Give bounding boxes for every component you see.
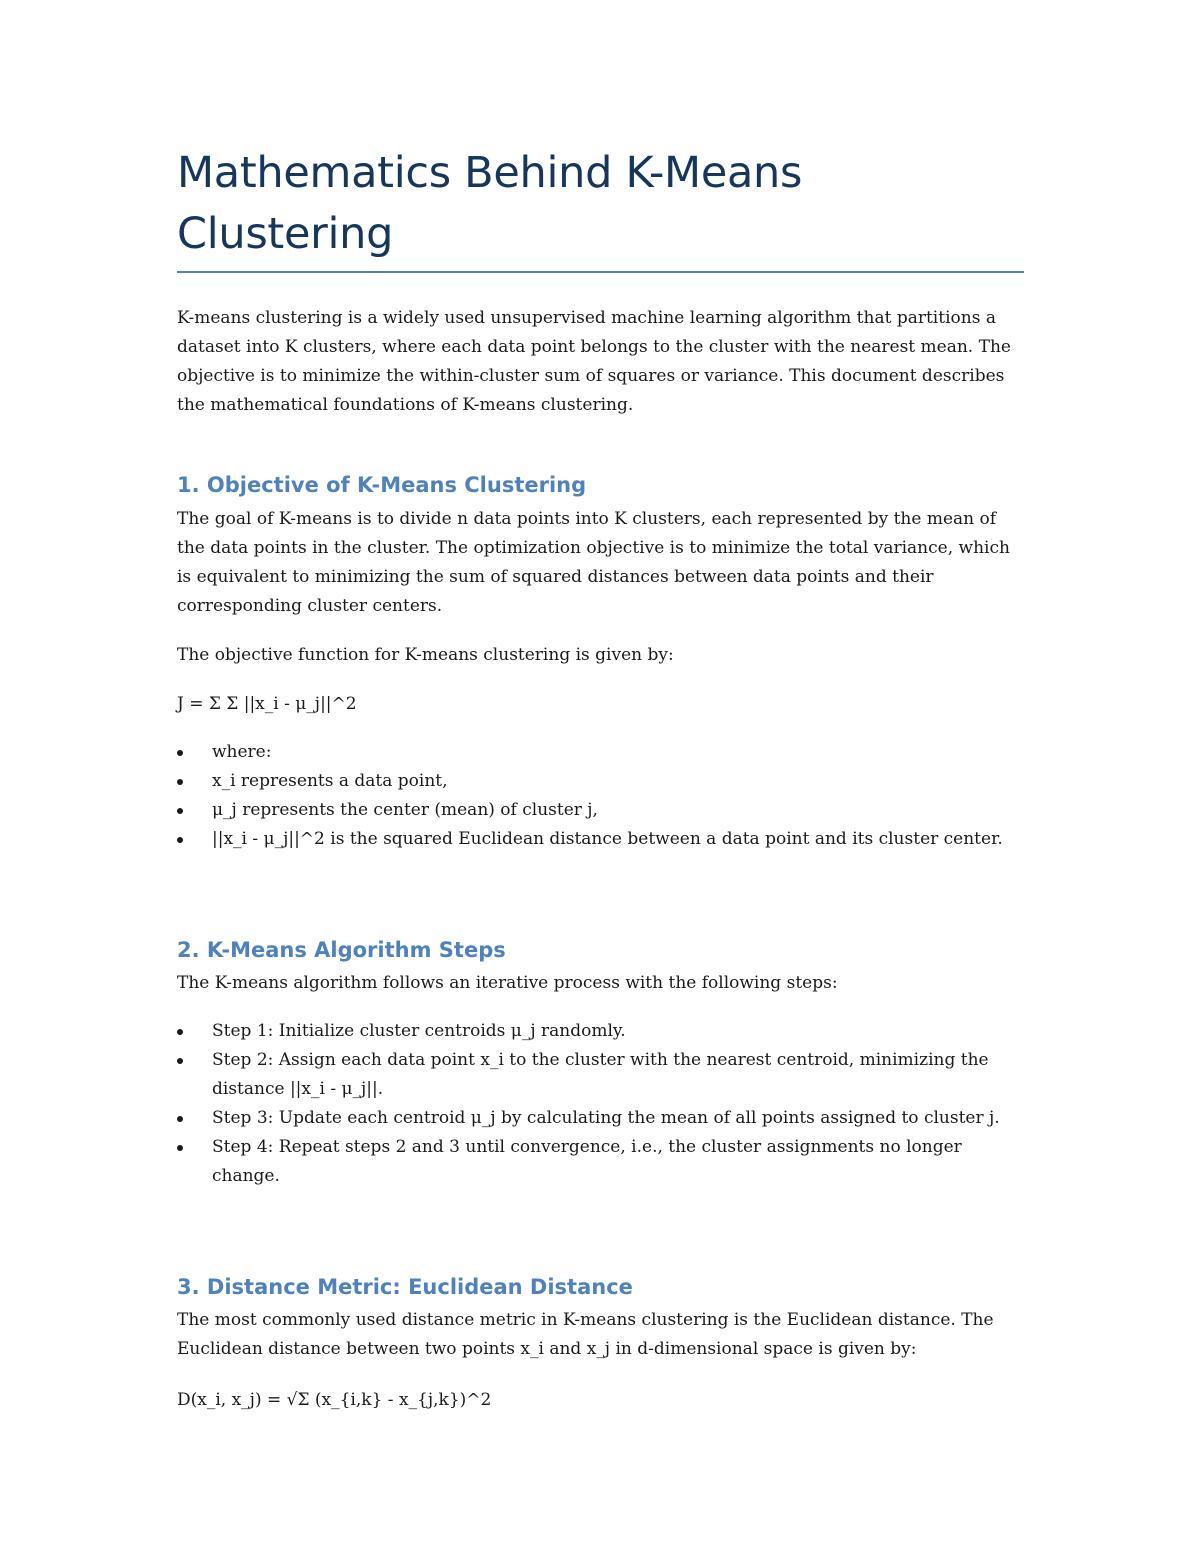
bullet-icon bbox=[177, 1116, 183, 1122]
list-item: μ_j represents the center (mean) of cluster j, bbox=[177, 796, 1027, 825]
objective-formula: J = Σ Σ ||x_i - μ_j||^2 bbox=[177, 694, 357, 714]
section-2-heading: 2. K-Means Algorithm Steps bbox=[177, 938, 506, 962]
bullet-icon bbox=[177, 1058, 183, 1064]
section-3-heading: 3. Distance Metric: Euclidean Distance bbox=[177, 1275, 633, 1299]
objective-intro-text: The objective function for K-means clustering is given by: bbox=[177, 645, 674, 665]
algorithm-steps-list bbox=[177, 1017, 1027, 1191]
euclidean-formula: D(x_i, x_j) = √Σ (x_{i,k} - x_{j,k})^2 bbox=[177, 1390, 492, 1410]
bullet-icon bbox=[177, 1029, 183, 1035]
list-item: Step 3: Update each centroid μ_j by calculating the mean of all points assigned to cluster j. bbox=[177, 1104, 1027, 1133]
list-item: Step 4: Repeat steps 2 and 3 until convergence, i.e., the cluster assignments no longer change. bbox=[177, 1133, 1027, 1191]
page-title: Mathematics Behind K-Means Clustering bbox=[177, 148, 803, 259]
section-1-paragraph: The goal of K-means is to divide n data points into K clusters, each represented by the mean of the data points in the cluster. The optimization objective is to minimize the total variance, which is equivalent to minimizing the sum of squared distances between data points and their corresponding cluster centers. bbox=[177, 509, 1010, 616]
bullet-icon bbox=[177, 750, 183, 756]
list-item: ||x_i - μ_j||^2 is the squared Euclidean distance between a data point and its cluster center. bbox=[177, 825, 1027, 854]
bullet-icon bbox=[177, 1145, 183, 1151]
title-divider bbox=[177, 271, 1024, 273]
list-item: Step 2: Assign each data point x_i to the cluster with the nearest centroid, minimizing the distance ||x_i - μ_j||. bbox=[177, 1046, 1027, 1104]
list-item: where: bbox=[177, 738, 1027, 767]
list-item: x_i represents a data point, bbox=[177, 767, 1027, 796]
section-3-paragraph: The most commonly used distance metric in K-means clustering is the Euclidean distance. The Euclidean distance between two points x_i and x_j in d-dimensional space is given by: bbox=[177, 1310, 994, 1359]
intro-paragraph: K-means clustering is a widely used unsupervised machine learning algorithm that partitions a dataset into K clusters, where each data point belongs to the cluster with the nearest mean. The objective is to minimize the within-cluster sum of squares or variance. This document describes the mathematical foundations of K-means clustering. bbox=[177, 308, 1011, 415]
list-item: Step 1: Initialize cluster centroids μ_j randomly. bbox=[177, 1017, 1027, 1046]
bullet-icon bbox=[177, 779, 183, 785]
section-1-heading: 1. Objective of K-Means Clustering bbox=[177, 473, 587, 497]
bullet-icon bbox=[177, 837, 183, 843]
section-2-paragraph: The K-means algorithm follows an iterative process with the following steps: bbox=[177, 973, 838, 993]
objective-bullet-list bbox=[177, 738, 1027, 854]
bullet-icon bbox=[177, 808, 183, 814]
